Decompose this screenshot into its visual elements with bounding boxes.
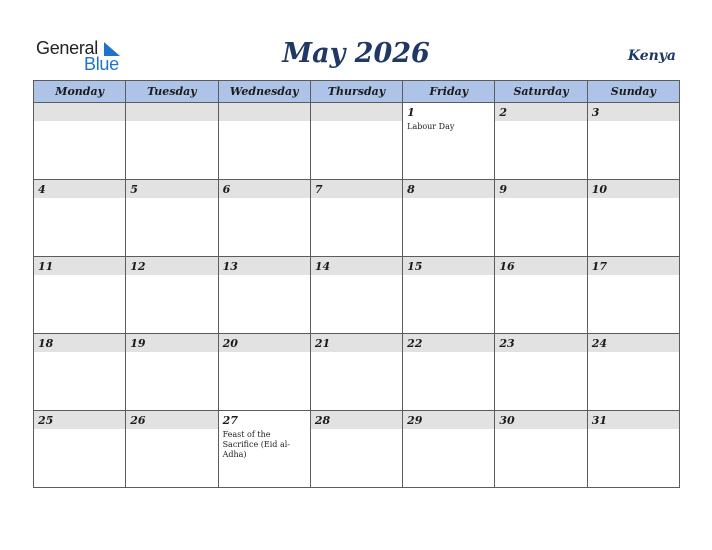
day-number: 7: [311, 180, 402, 198]
day-number: 31: [588, 411, 679, 429]
day-number: 8: [403, 180, 494, 198]
day-number: 30: [495, 411, 586, 429]
calendar-week-row: [34, 180, 680, 257]
day-number: 18: [34, 334, 125, 352]
calendar-day-cell: [403, 180, 495, 257]
logo-text-general: General: [36, 38, 98, 58]
day-number: 26: [126, 411, 217, 429]
day-number: 5: [126, 180, 217, 198]
calendar-week-row: [34, 257, 680, 334]
calendar-day-cell: [34, 257, 126, 334]
weekday-header-row: [34, 81, 680, 103]
day-number: 15: [403, 257, 494, 275]
page-title: May 2026: [282, 38, 430, 69]
day-number: 3: [588, 103, 679, 121]
calendar-day-cell: [310, 411, 402, 488]
calendar-day-cell: [218, 103, 310, 180]
weekday-header: Tuesday: [126, 81, 218, 103]
calendar-day-cell: [126, 257, 218, 334]
weekday-header: Saturday: [495, 81, 587, 103]
holiday-label: Labour Day: [407, 122, 455, 131]
calendar-day-cell: [495, 103, 587, 180]
calendar-day-cell: [218, 257, 310, 334]
day-number: 20: [219, 334, 310, 352]
day-number: 29: [403, 411, 494, 429]
day-number: [126, 103, 217, 121]
calendar-grid: [33, 80, 680, 488]
day-number: 11: [34, 257, 125, 275]
day-number: 21: [311, 334, 402, 352]
calendar-day-cell: [587, 411, 679, 488]
calendar-day-cell: [218, 411, 310, 488]
calendar-day-cell: [126, 411, 218, 488]
calendar-day-cell: [587, 334, 679, 411]
calendar-day-cell: [587, 257, 679, 334]
calendar-day-cell: [218, 180, 310, 257]
calendar-week-row: [34, 334, 680, 411]
day-number: 12: [126, 257, 217, 275]
calendar-day-cell: [34, 334, 126, 411]
day-number: [34, 103, 125, 121]
day-number: 13: [219, 257, 310, 275]
calendar-day-cell: [34, 103, 126, 180]
day-number: 16: [495, 257, 586, 275]
logo-text-blue: Blue: [84, 54, 119, 74]
day-number: 4: [34, 180, 125, 198]
calendar-day-cell: [126, 103, 218, 180]
weekday-header: Sunday: [587, 81, 679, 103]
day-number: 25: [34, 411, 125, 429]
calendar-day-cell: [495, 334, 587, 411]
calendar-week-row: [34, 411, 680, 488]
day-number: 22: [403, 334, 494, 352]
day-number: 10: [588, 180, 679, 198]
day-number: 1: [403, 103, 494, 121]
calendar-day-cell: [310, 257, 402, 334]
calendar-day-cell: [403, 257, 495, 334]
calendar-day-cell: [310, 103, 402, 180]
day-number: 24: [588, 334, 679, 352]
day-number: 19: [126, 334, 217, 352]
calendar-day-cell: [310, 334, 402, 411]
calendar-day-cell: [34, 180, 126, 257]
calendar-day-cell: [403, 103, 495, 180]
day-number: [311, 103, 402, 121]
weekday-header: Friday: [403, 81, 495, 103]
day-number: 14: [311, 257, 402, 275]
calendar-week-row: [34, 103, 680, 180]
calendar-day-cell: [495, 257, 587, 334]
day-number: 28: [311, 411, 402, 429]
calendar-day-cell: [34, 411, 126, 488]
day-number: 2: [495, 103, 586, 121]
calendar-day-cell: [495, 180, 587, 257]
holiday-label: Feast of the Sacrifice (Eid al-Adha): [222, 430, 290, 459]
calendar-day-cell: [218, 334, 310, 411]
calendar-day-cell: [587, 180, 679, 257]
day-number: 23: [495, 334, 586, 352]
calendar-day-cell: [403, 411, 495, 488]
calendar-day-cell: [126, 334, 218, 411]
day-number: [219, 103, 310, 121]
weekday-header: Thursday: [310, 81, 402, 103]
calendar-day-cell: [495, 411, 587, 488]
calendar-day-cell: [587, 103, 679, 180]
calendar-day-cell: [310, 180, 402, 257]
country-label: Kenya: [627, 48, 676, 64]
day-number: 6: [219, 180, 310, 198]
calendar-day-cell: [403, 334, 495, 411]
calendar-day-cell: [126, 180, 218, 257]
day-number: 9: [495, 180, 586, 198]
weekday-header: Monday: [34, 81, 126, 103]
day-number: 17: [588, 257, 679, 275]
day-number: 27: [219, 411, 310, 429]
weekday-header: Wednesday: [218, 81, 310, 103]
